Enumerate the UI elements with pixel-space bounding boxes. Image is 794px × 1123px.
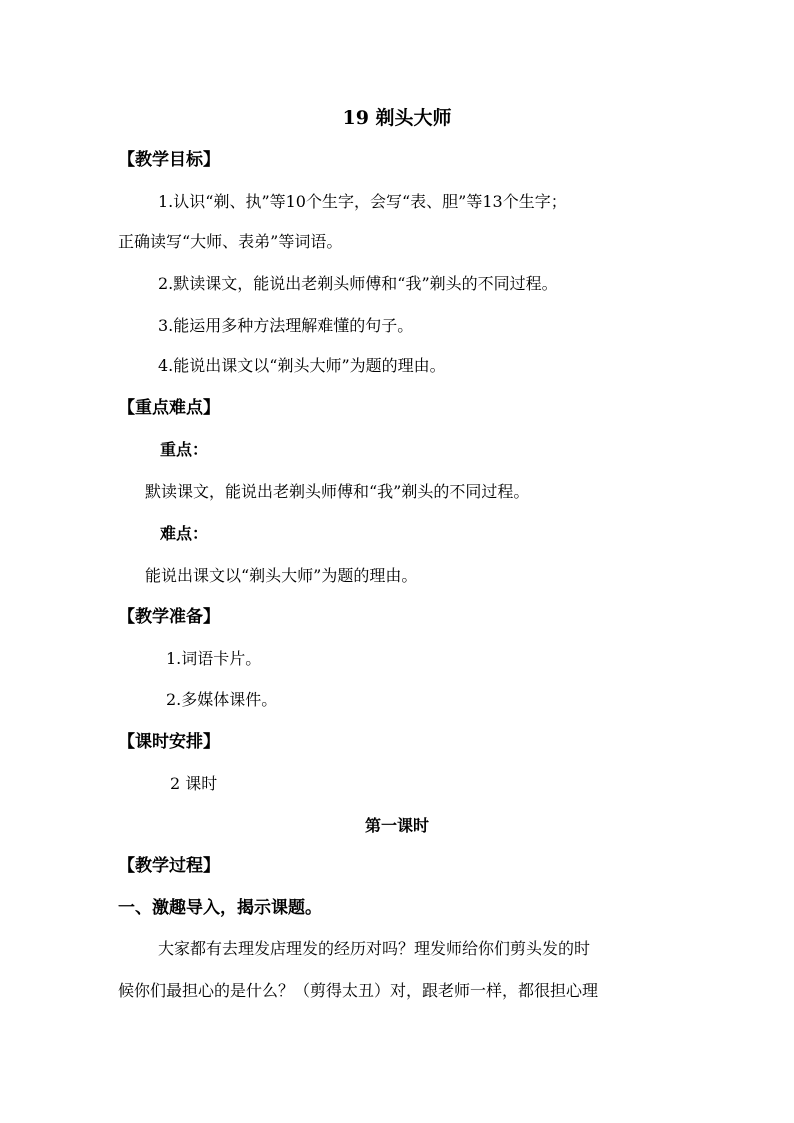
process-paragraph-line-2: 候你们最担心的是什么？（剪得太丑）对，跟老师一样，都很担心理 (118, 981, 599, 1000)
process-step-one: 一、激趣导入，揭示课题。 (118, 898, 322, 918)
goal-item-1-continued: 正确读写“大师、表弟”等词语。 (118, 232, 343, 251)
goal-item-3: 3.能运用多种方法理解难懂的句子。 (158, 316, 414, 335)
process-heading: 【教学过程】 (118, 856, 220, 876)
focus-label: 重点： (160, 440, 209, 459)
goal-item-1: 1.认识“剃、执”等10个生字，会写“表、胆”等13个生字； (158, 192, 567, 211)
goal-item-4: 4.能说出课文以“剃头大师”为题的理由。 (158, 356, 446, 375)
schedule-text: 2 课时 (170, 774, 218, 793)
preparation-item-2: 2.多媒体课件。 (166, 690, 278, 709)
goal-item-2: 2.默读课文，能说出老剃头师傅和“我”剃头的不同过程。 (158, 274, 558, 293)
difficulty-label: 难点： (160, 524, 209, 543)
process-paragraph-line-1: 大家都有去理发店理发的经历对吗？理发师给你们剪头发的时 (158, 939, 591, 958)
goals-heading: 【教学目标】 (118, 150, 220, 170)
document-title: 19 剃头大师 (342, 107, 452, 129)
focus-text: 默读课文，能说出老剃头师傅和“我”剃头的不同过程。 (145, 482, 530, 501)
lesson-one-title: 第一课时 (364, 816, 429, 835)
difficulty-text: 能说出课文以“剃头大师”为题的理由。 (145, 566, 418, 585)
preparation-heading: 【教学准备】 (118, 607, 220, 627)
schedule-heading: 【课时安排】 (118, 732, 220, 752)
preparation-item-1: 1.词语卡片。 (166, 649, 262, 668)
keypoints-heading: 【重点难点】 (118, 398, 220, 418)
